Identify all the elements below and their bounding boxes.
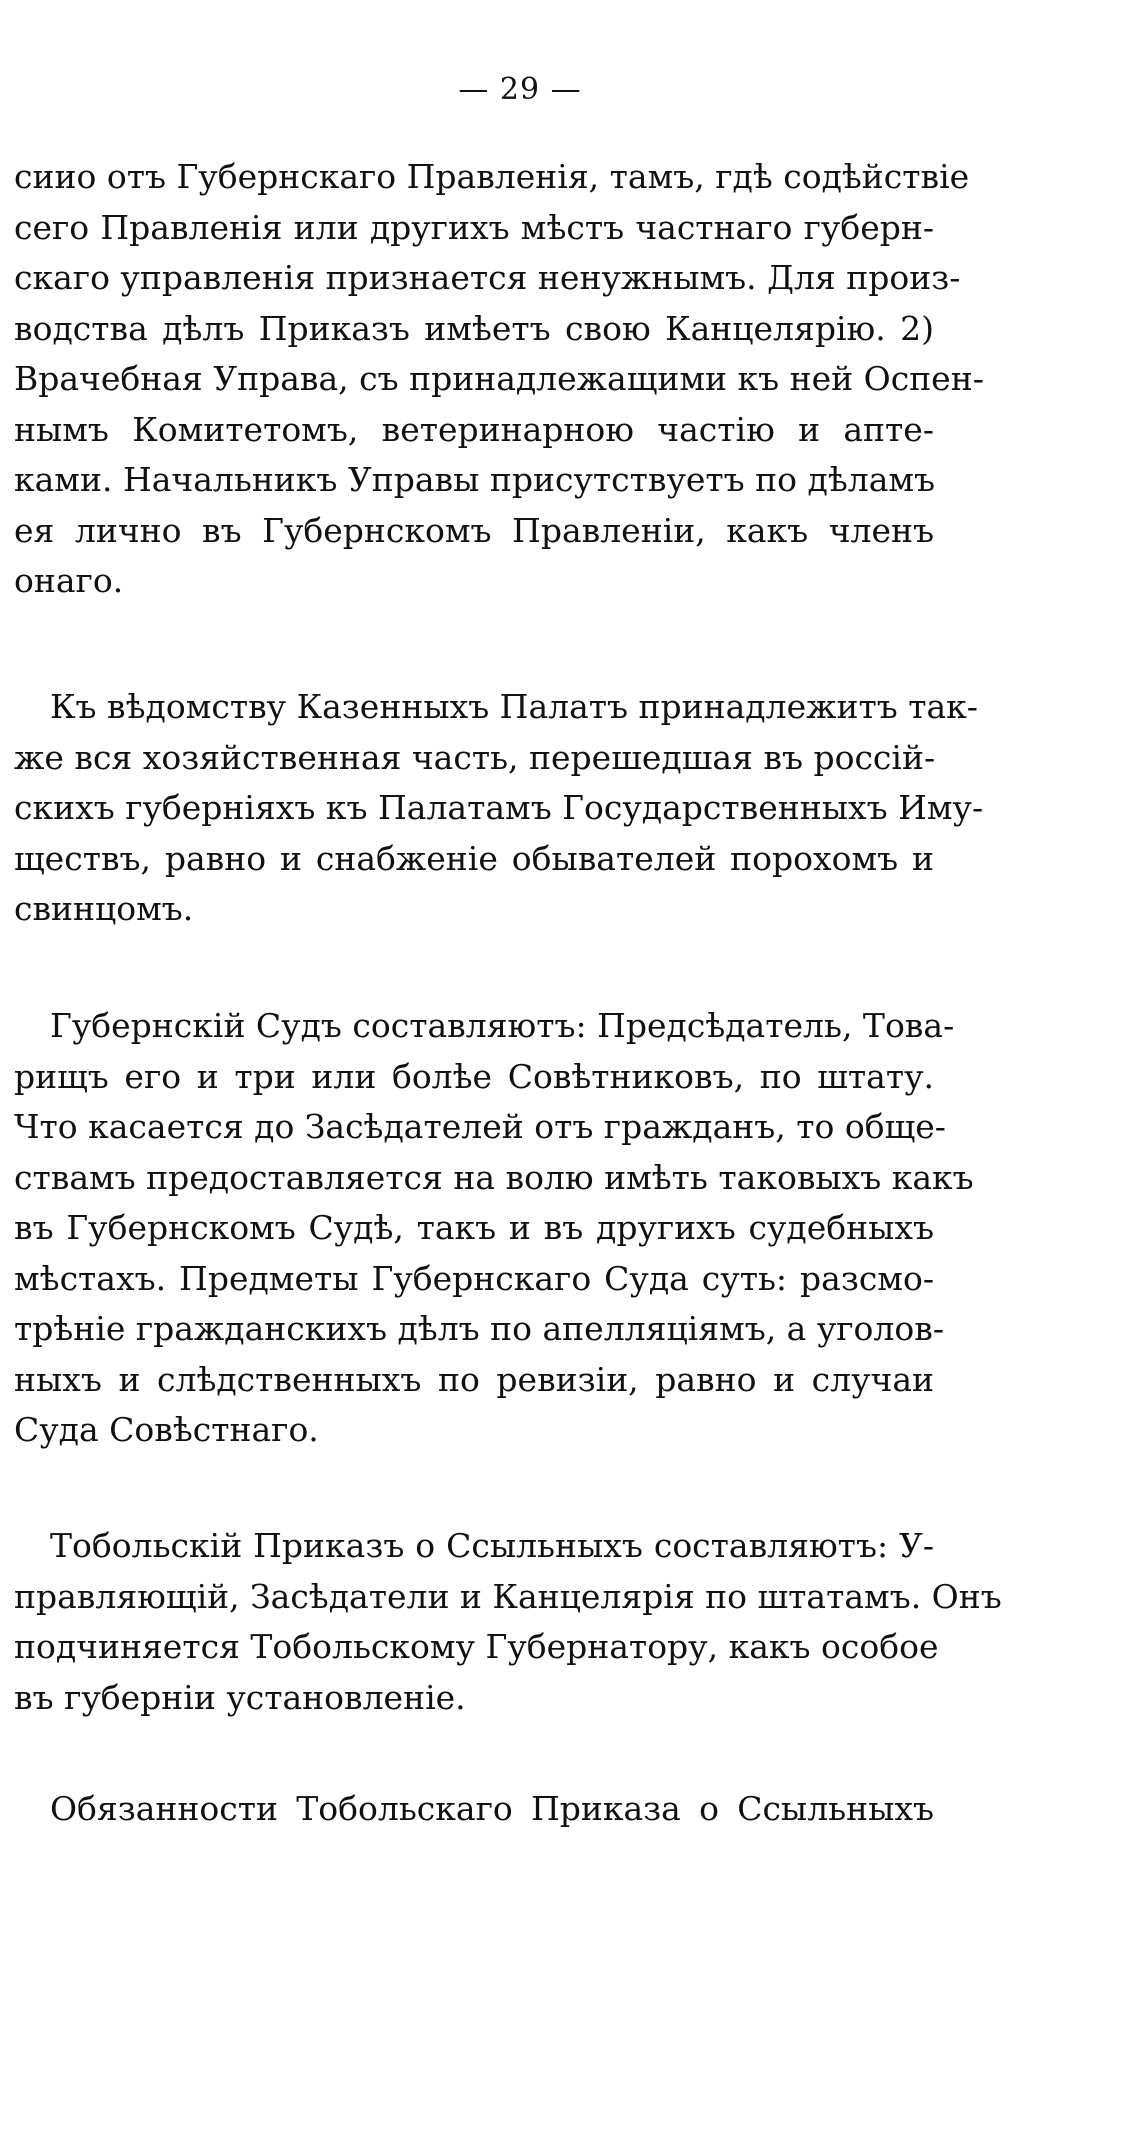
text-line: ществъ, равно и снабженіе обывателей порохомъ и (14, 838, 934, 878)
text-line: онаго. (14, 561, 124, 600)
text-line: сиио отъ Губернскаго Правленія, тамъ, гдѣ содѣйствіе (14, 157, 970, 196)
text-line: Обязанности Тобольскаго Приказа о Ссыльныхъ (50, 1789, 934, 1828)
paragraph-5 (14, 1784, 934, 1835)
text-line: трѣніе гражданскихъ дѣлъ по апелляціямъ, а уголов- (14, 1309, 944, 1348)
paragraph-2 (14, 682, 984, 935)
text-line: ея лично въ Губернскомъ Правленіи, какъ членъ (14, 510, 934, 550)
paragraph-4 (14, 1521, 1002, 1723)
text-line: въ Губернскомъ Судѣ, такъ и въ другихъ судебныхъ (14, 1208, 934, 1247)
page-number: — 29 — (458, 72, 582, 107)
text-line: ствамъ предоставляется на волю имѣть таковыхъ какъ (14, 1157, 974, 1197)
paragraph-1 (14, 152, 984, 607)
text-line: нымъ Комитетомъ, ветеринарною частію и апте- (14, 409, 934, 449)
text-line: Что касается до Засѣдателей отъ гражданъ, то обще- (14, 1107, 946, 1146)
text-line: свинцомъ. (14, 889, 194, 928)
text-line: ками. Начальникъ Управы присутствуетъ по дѣламъ (14, 460, 936, 499)
text-line: же вся хозяйственная часть, перешедшая въ россій- (14, 737, 936, 777)
text-line: правляющій, Засѣдатели и Канцелярія по штатамъ. Онъ (14, 1576, 1002, 1616)
text-line: рищъ его и три или болѣе Совѣтниковъ, по штату. (14, 1056, 934, 1096)
text-line: ныхъ и слѣдственныхъ по ревизіи, равно и случаи (14, 1359, 934, 1399)
text-line: сего Правленія или другихъ мѣстъ частнаго губерн- (14, 207, 934, 247)
text-line: скаго управленія признается ненужнымъ. Для произ- (14, 258, 961, 297)
text-line: Врачебная Управа, съ принадлежащими къ ней Оспен- (14, 359, 984, 398)
text-line: Суда Совѣстнаго. (14, 1410, 319, 1449)
text-line: въ губерніи установленіе. (14, 1677, 466, 1717)
text-line: Тобольскій Приказъ о Ссыльныхъ составляютъ: У- (50, 1526, 934, 1565)
text-line: Губернскій Судъ составляютъ: Предсѣдатель, Това- (50, 1006, 955, 1045)
text-line: скихъ губерніяхъ къ Палатамъ Государственныхъ Иму- (14, 788, 984, 827)
paragraph-3 (14, 1001, 974, 1456)
text-line: Къ вѣдомству Казенныхъ Палатъ принадлежитъ так- (50, 687, 978, 726)
text-line: водства дѣлъ Приказъ имѣетъ свою Канцелярію. 2) (14, 308, 934, 348)
text-line: подчиняется Тобольскому Губернатору, какъ особое (14, 1627, 939, 1666)
text-line: мѣстахъ. Предметы Губернскаго Суда суть: разсмо- (14, 1258, 934, 1298)
